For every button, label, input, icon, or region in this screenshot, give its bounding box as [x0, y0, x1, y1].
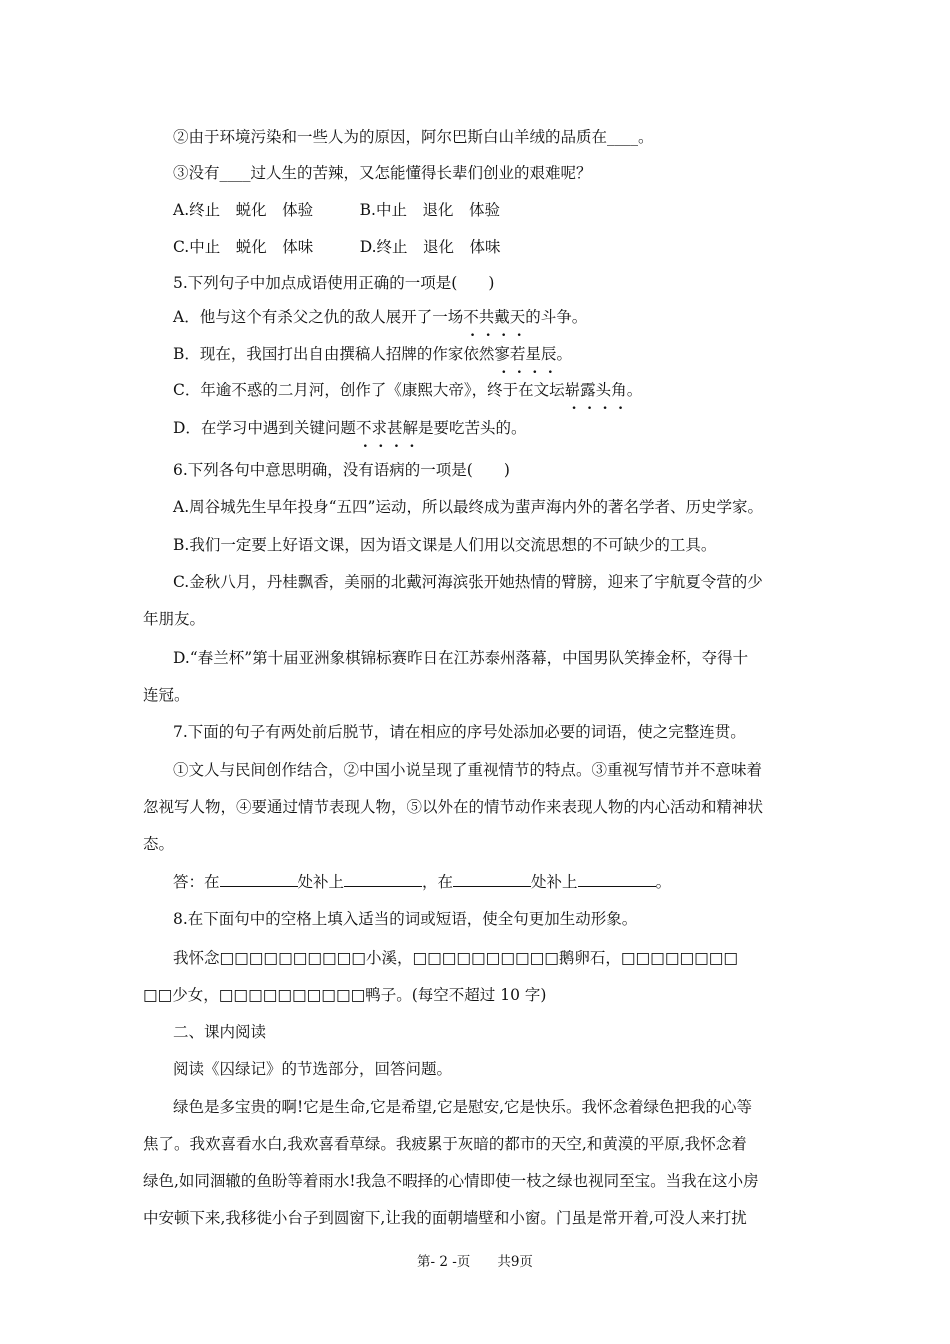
q7-answer-line: [173, 872, 671, 892]
q5-option-c-idiom: [565, 381, 627, 399]
emphasis-dot-char: 戴: [494, 308, 510, 326]
q6-option-a: A.周谷城先生早年投身“五四”运动，所以最终成为蜚声海内外的著名学者、历史学家。: [173, 498, 763, 516]
q7-passage-line3: 态。: [143, 835, 175, 853]
q5-option-b-idiom: [494, 345, 556, 363]
q5-option-a-post: 的斗争。: [525, 308, 588, 326]
q5-option-d: [173, 418, 527, 438]
emphasis-dot-char: 角: [611, 381, 627, 399]
question-6: 6.下列各句中意思明确，没有语病的一项是( ): [173, 461, 510, 479]
reading-line-4: 中安顿下来,我移徙小台子到圆窗下,让我的面朝墙壁和小窗。门虽是常开着,可没人来打扰: [143, 1209, 747, 1227]
q8-sentence-line2: □□少女，□□□□□□□□□□鸭子。(每空不超过 10 字): [143, 986, 547, 1004]
q7-passage-line2: 忽视写人物，④要通过情节表现人物，⑤以外在的情节动作来表现人物的内心活动和精神状: [143, 798, 764, 816]
q6-option-d-line1: D.“春兰杯”第十届亚洲象棋锦标赛昨日在江苏泰州落幕，中国男队笑捧金杯，夺得十: [173, 649, 749, 667]
q5-option-b-post: 。: [556, 345, 572, 363]
page-footer: 第- 2 -页 共9页: [417, 1254, 533, 1270]
q4-sentence-2: ②由于环境污染和一些人为的原因，阿尔巴斯白山羊绒的品质在____。: [173, 128, 654, 146]
question-7: 7.下面的句子有两处前后脱节，请在相应的序号处添加必要的词语，使之完整连贯。: [173, 723, 746, 741]
answer-fill-label-1: 处补上: [297, 873, 345, 891]
q5-option-a-pre: A．他与这个有杀父之仇的敌人展开了一场: [173, 308, 464, 326]
reading-line-3: 绿色,如同涸辙的鱼盼等着雨水!我急不暇择的心情即使一枝之绿也视同至宝。当我在这小房: [143, 1172, 759, 1190]
answer-blank-3[interactable]: [453, 872, 531, 887]
answer-fill-label-2: 处补上: [531, 873, 578, 891]
q6-option-c-line1: C.金秋八月，丹桂飘香，美丽的北戴河海滨张开她热情的臂膀，迎来了宇航夏令营的少: [173, 573, 763, 591]
q4-options-cd: C.中止 蜕化 体味 D.终止 退化 体味: [173, 238, 501, 256]
q5-option-d-idiom: [356, 419, 418, 437]
q5-option-c-post: 。: [626, 381, 643, 399]
answer-blank-1[interactable]: [220, 872, 298, 887]
q6-option-d-line2: 连冠。: [143, 686, 190, 704]
q4-options-ab: A.终止 蜕化 体验 B.中止 退化 体验: [173, 201, 500, 219]
q6-option-b: B.我们一定要上好语文课，因为语文课是人们用以交流思想的不可缺少的工具。: [173, 536, 717, 554]
answer-blank-4[interactable]: [578, 872, 656, 887]
emphasis-dot-char: 崭: [564, 381, 581, 399]
emphasis-dot-char: 若: [509, 345, 526, 363]
q8-sentence-line1: 我怀念□□□□□□□□□□小溪，□□□□□□□□□□鹅卵石，□□□□□□□□: [173, 949, 739, 967]
reading-line-2: 焦了。我欢喜看水白,我欢喜看草绿。我疲累于灰暗的都市的天空,和黄漠的平原,我怀念着: [143, 1135, 747, 1153]
q5-option-b-pre: B．现在，我国打出自由撰稿人招牌的作家依然: [173, 345, 495, 363]
emphasis-dot-char: 寥: [494, 345, 510, 363]
q5-option-d-post: 是要吃苦头的。: [418, 419, 527, 437]
answer-label: 答：在: [173, 873, 220, 891]
q6-option-c-line2: 年朋友。: [143, 610, 206, 628]
q4-sentence-3: ③没有____过人生的苦辣，又怎能懂得长辈们创业的艰难呢？: [173, 164, 592, 182]
question-5: 5.下列句子中加点成语使用正确的一项是( ): [173, 274, 495, 292]
q5-option-c: [173, 380, 642, 400]
reading-intro: 阅读《囚绿记》的节选部分，回答问题。: [173, 1060, 453, 1078]
q5-option-b: [173, 344, 572, 364]
question-8: 8.在下面句中的空格上填入适当的词或短语，使全句更加生动形象。: [173, 910, 638, 928]
emphasis-dot-char: 星: [525, 345, 541, 363]
reading-line-1: 绿色是多宝贵的啊!它是生命,它是希望,它是慰安,它是快乐。我怀念着绿色把我的心等: [173, 1098, 753, 1116]
emphasis-dot-char: 天: [509, 308, 526, 326]
emphasis-dot-char: 头: [595, 381, 612, 399]
answer-end: 。: [655, 873, 672, 891]
emphasis-dot-char: 不: [355, 419, 372, 437]
emphasis-dot-char: 不: [463, 308, 479, 326]
q5-option-a: [173, 307, 587, 327]
answer-blank-2[interactable]: [344, 872, 422, 887]
q5-option-c-pre: C．年逾不惑的二月河，创作了《康熙大帝》，终于在文坛: [173, 381, 565, 399]
q7-passage-line1: ①文人与民间创作结合，②中国小说呈现了重视情节的特点。③重视写情节并不意味着: [173, 761, 763, 779]
emphasis-dot-char: 甚: [386, 419, 403, 437]
emphasis-dot-char: 露: [580, 381, 596, 399]
emphasis-dot-char: 解: [402, 419, 418, 437]
section-2-heading: 二、课内阅读: [173, 1023, 267, 1041]
emphasis-dot-char: 辰: [540, 345, 557, 363]
emphasis-dot-char: 求: [371, 419, 387, 437]
emphasis-dot-char: 共: [478, 308, 495, 326]
q5-option-a-idiom: [463, 308, 525, 326]
answer-separator: ，在: [422, 873, 454, 891]
q5-option-d-pre: D．在学习中遇到关键问题: [173, 419, 356, 437]
